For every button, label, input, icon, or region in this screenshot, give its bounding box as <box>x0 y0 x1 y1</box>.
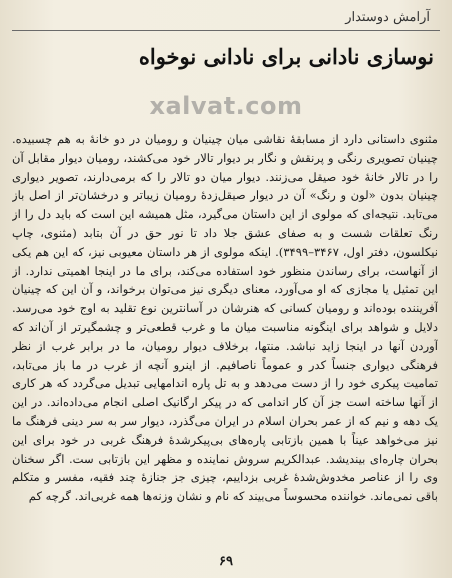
paragraph: مثنوی داستانی دارد از مسابقهٔ نقاشی میان چینیان و رومیان در دو خانهٔ به هم چسبیده. چینیان تصویری رنگی و پرنقش و نگار بر دیوار تالار خود می‌کشند، رومیان دیوار مقابل آن را در تالار خانهٔ خود صیقل می‌زنند. دیوار میان دو تالار را که برمی‌دارند، تصویر دیواری چینیان بدون «لون و رنگ» آن در دیوار صیقل‌زدهٔ رومیان زیباتر و درخشان‌تر از اصل باز می‌تابد. نتیجه‌ای که مولوی از این داستان می‌گیرد، مثل همیشه این است که باید دل را از رنگ تعلقات شست و به صفای عشق جلا داد تا نور حق در آن بتابد (مثنوی، چاپ نیکلسون، دفتر اول، ۳۴۶۷–۳۴۹۹). اینکه مولوی از هر داستان معیوبی نیز، که این هم یکی از آنهاست، برای رساندن منظور خود استفاده می‌کند، برای ما در اینجا اهمیتی ندارد. از این تمثیل یا مجازی که او می‌آورد، معنای دیگری نیز می‌توان برخواند، و آن این که چینیان آفریننده بوده‌اند و رومیان کسانی که هنرشان در آسانترین نوع تقلید به اوج خود می‌رسد. دلایل و شواهد برای اینگونه مناسبت میان ما و غرب قطعی‌تر و چشمگیرتر از آن‌اند که آوردن آنها در اینجا زاید نباشد. منتها، برخلاف دیوار رومیان، ما در برابر غرب از نظر فرهنگی دیواری جنساً کدر و عموماً ناصافیم. از اینرو آنچه از غرب در ما باز می‌تابد، تمامیت پیکری خود را از دست می‌دهد و به تل پاره اندامهایی تبدیل می‌گردد که هر کاری از آنها ساخته است جز آن کار اندامی که در پیکر ارگانیک اصلی انجام می‌داده‌اند. در این یک دهه و نیم که از عمر بحران اسلام در ایران می‌گذرد، دیوار سر به سر دینی فرهنگ ما نیز می‌خواهد عیناً با همین بازتابی پاره‌های بی‌پیکرشدهٔ فرهنگ غربی در خود برای این بحران چاره‌ای بیندیشد. عبدالکریم سروش نماینده و مظهر این بازتابی ست. اگر سخنان وی را از عناصر مخدوش‌شدهٔ غربی بزداییم، چیزی جز جنازهٔ چند فقیه، مفسر و متکلم باقی نمی‌ماند. خواننده محسوساً می‌بیند که نام و نشان وزنه‌ها همه غربی‌اند. گرچه کم <box>12 132 438 504</box>
header-rule <box>12 30 440 31</box>
page-number: ۶۹ <box>219 554 233 569</box>
author-header: آرامش دوستدار <box>345 10 430 25</box>
article-title: نوسازی نادانی برای نادانی نوخواه <box>138 44 434 69</box>
body-text <box>12 130 438 535</box>
watermark: xalvat.com <box>149 92 303 120</box>
